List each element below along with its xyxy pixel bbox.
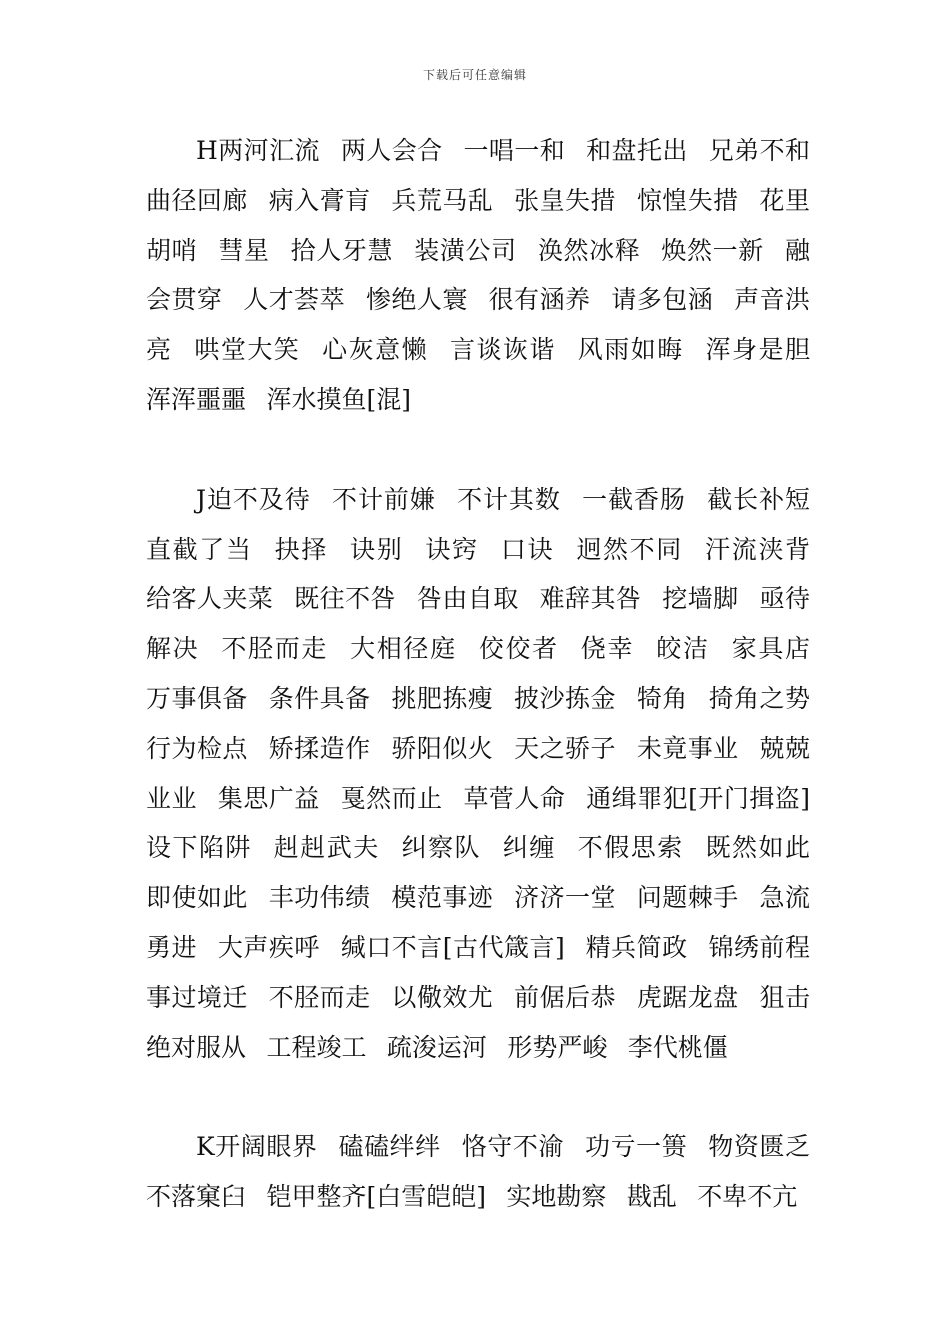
paragraph-j: J迫不及待 不计前嫌 不计其数 一截香肠 截长补短 直截了当 抉择 诀别 诀窍 口诀 迥然不同 汗流浃背 给客人夹菜 既往不咎 咎由自取 难辞其咎 挖墙脚 亟待解决 不胫而走 大相径庭 佼佼者 侥幸 皎洁 家具店 万事俱备 条件具备 挑肥拣瘦 披沙拣金 犄角 掎角之势 行为检点 矫揉造作 骄阳似火 天之骄子 未竟事业 兢兢业业 集思广益 戛然而止 草菅人命 通缉罪犯[开门揖盗] 设下陷阱 赳赳武夫 纠察队 纠缠 不假思索 既然如此 即使如此 丰功伟绩 模范事迹 济济一堂 问题棘手 急流勇进 大声疾呼 缄口不言[古代箴言] 精兵简政 锦绣前程 事过境迁 不胫而走 以儆效尤 前倨后恭 虎踞龙盘 狙击 绝对服从 工程竣工 疏浚运河 形势严峻 李代桃僵 (146, 484, 810, 1062)
page-header: 下载后可任意编辑 (422, 68, 527, 82)
paragraph-k: K开阔眼界 磕磕绊绊 恪守不渝 功亏一篑 物资匮乏 不落窠臼 铠甲整齐[白雪皑皑] 实地勘察 戡乱 不卑不亢 (146, 1132, 810, 1212)
paragraph-h: H两河汇流 两人会合 一唱一和 和盘托出 兄弟不和 曲径回廊 病入膏肓 兵荒马乱 张皇失措 惊惶失措 花里胡哨 彗星 拾人牙慧 装潢公司 涣然冰释 焕然一新 融会贯穿 人才荟萃 惨绝人寰 很有涵养 请多包涵 声音洪亮 哄堂大笑 心灰意懒 言谈诙谐 风雨如晦 浑身是胆 浑浑噩噩 浑水摸鱼[混] (146, 136, 810, 414)
document-body (146, 126, 810, 1222)
